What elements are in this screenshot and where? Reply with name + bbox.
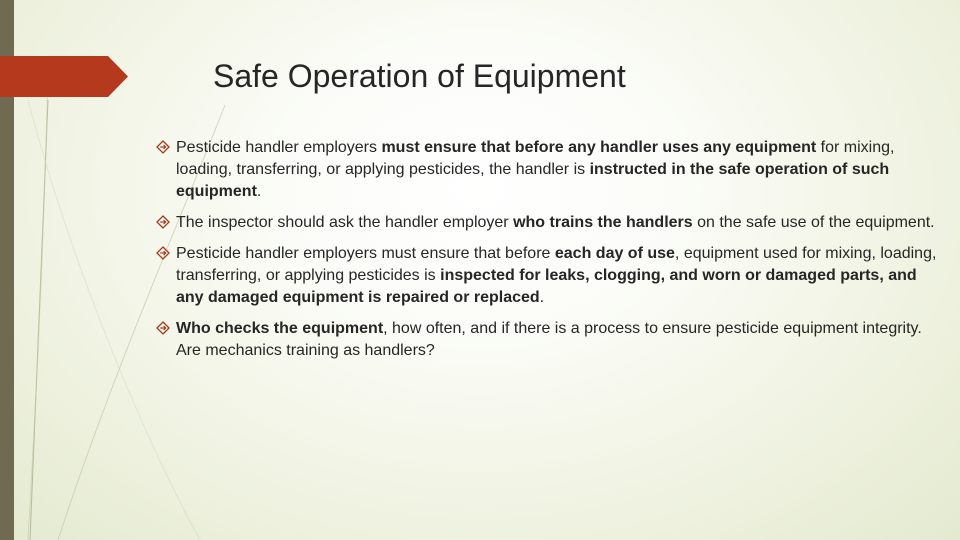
bullet-text: Pesticide handler employers	[176, 139, 382, 156]
bullet-text-bold: inspected for leaks, clogging, and worn or damaged parts, and any damaged equipment is repaired or replaced	[176, 267, 917, 306]
bullet-text-bold: must ensure that before any handler uses any equipment	[381, 139, 817, 156]
bullet-text: , how often, and if there is a process to ensure pesticide equipment integrity. Are mechanics training as handlers?	[176, 320, 922, 359]
diamond-arrow-icon	[156, 321, 170, 335]
bullet-list	[156, 137, 946, 371]
bullet-item	[156, 212, 946, 234]
diamond-arrow-icon	[156, 140, 170, 154]
bullet-text-bold: each day of use	[554, 245, 675, 262]
bullet-text-bold: who trains the handlers	[513, 214, 693, 231]
bullet-text: .	[256, 183, 262, 200]
diamond-arrow-icon	[156, 215, 170, 229]
bullet-text: Pesticide handler employers must ensure that before	[176, 245, 555, 262]
bullet-text: for mixing, loading, transferring, or applying pesticides, the handler is	[176, 139, 895, 178]
bullet-text: The inspector should ask the handler employer	[176, 214, 514, 231]
slide-title: Safe Operation of Equipment	[213, 58, 626, 94]
title-accent-tab	[0, 56, 128, 97]
bullet-text: .	[539, 289, 545, 306]
bullet-text: , equipment used for mixing, loading, transferring, or applying pesticides is	[176, 245, 937, 284]
bullet-text-bold: Who checks the equipment	[176, 320, 384, 337]
bullet-item	[156, 243, 946, 309]
bullet-item	[156, 137, 946, 203]
bullet-text: on the safe use of the equipment.	[692, 214, 935, 231]
bullet-text-bold: instructed in the safe operation of such equipment	[176, 161, 890, 200]
diamond-arrow-icon	[156, 246, 170, 260]
bullet-item	[156, 318, 946, 362]
